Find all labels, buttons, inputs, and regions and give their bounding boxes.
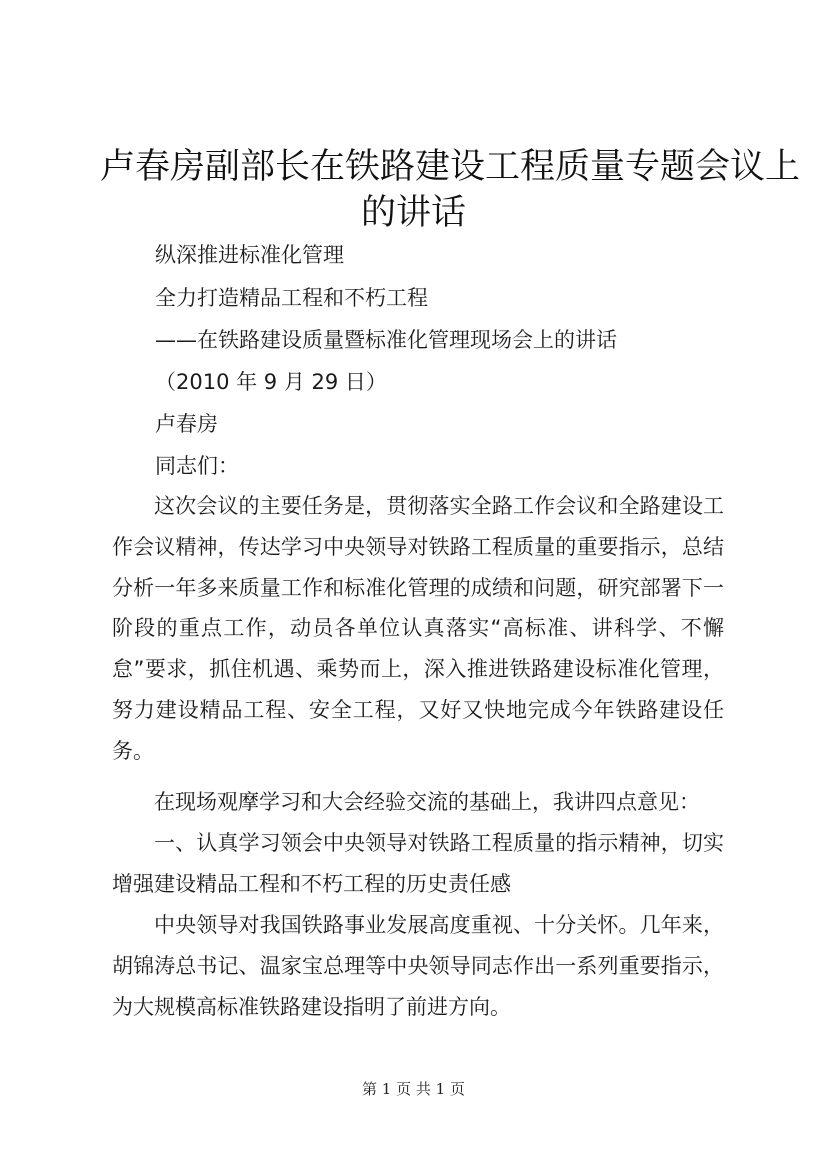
document-title-line-1: 卢春房副部长在铁路建设工程质量专题会议上 xyxy=(100,147,801,187)
paragraph-central-leadership: 中央领导对我国铁路事业发展高度重视、十分关怀。几年来，胡锦涛总书记、温家宝总理等中央领导同志作出一系列重要指示，为大规模高标准铁路建设指明了前进方向。 xyxy=(112,913,724,1019)
speech-subtitle: ——在铁路建设质量暨标准化管理现场会上的讲话 xyxy=(155,328,617,352)
heading-quality-project: 全力打造精品工程和不朽工程 xyxy=(155,286,428,310)
speech-date: （2010 年 9 月 29 日） xyxy=(155,370,387,394)
document-title-line-2: 的讲话 xyxy=(360,193,466,233)
paragraph-four-points-intro: 在现场观摩学习和大会经验交流的基础上，我讲四点意见： xyxy=(154,790,700,814)
speech-author: 卢春房 xyxy=(155,412,218,436)
section-heading-one: 一、认真学习领会中央领导对铁路工程质量的指示精神，切实增强建设精品工程和不朽工程的历史责任感 xyxy=(112,831,724,896)
heading-standardization: 纵深推进标准化管理 xyxy=(155,243,344,267)
salutation: 同志们： xyxy=(155,454,239,478)
page-number-footer: 第 1 页 共 1 页 xyxy=(362,1080,465,1098)
paragraph-meeting-tasks: 这次会议的主要任务是，贯彻落实全路工作会议和全路建设工作会议精神，传达学习中央领导对铁路工程质量的重要指示，总结分析一年多来质量工作和标准化管理的成绩和问题，研究部署下一阶段的重点工作，动员各单位认真落实“高标准、讲科学、不懈怠”要求，抓住机遇、乘势而上，深入推进铁路建设标准化管理，努力建设精品工程、安全工程，又好又快地完成今年铁路建设任务。 xyxy=(112,494,724,763)
